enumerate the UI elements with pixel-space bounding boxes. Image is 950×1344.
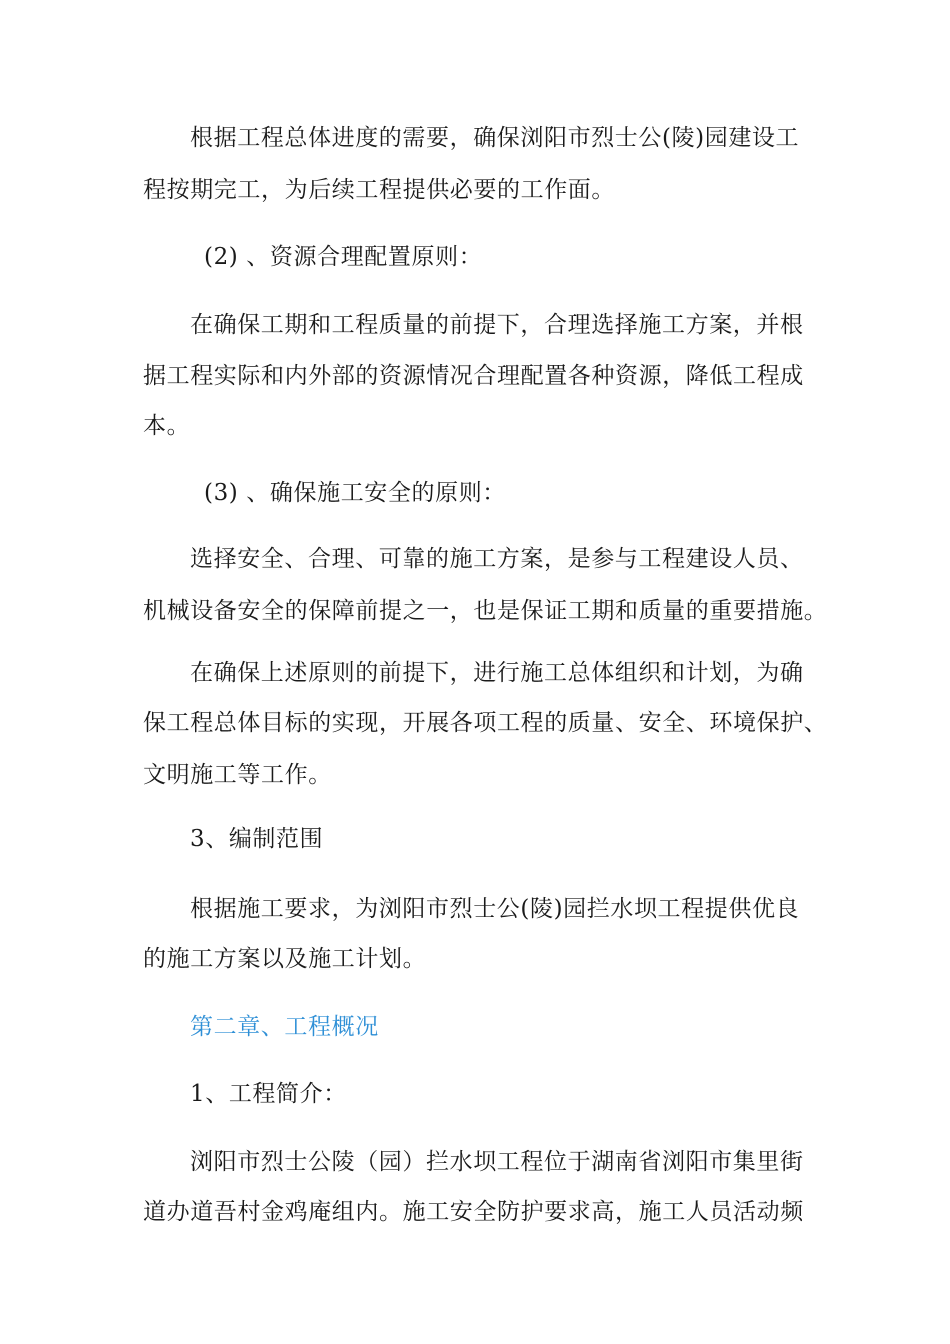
chapter-heading: 第二章、工程概况 — [190, 1014, 379, 1040]
item-resource-allocation: (2) 、资源合理配置原则： — [204, 244, 483, 270]
paragraph-scope-line-1: 根据施工要求，为浏阳市烈士公(陵)园拦水坝工程提供优良 — [190, 896, 800, 922]
paragraph-progress-line-2: 程按期完工，为后续工程提供必要的工作面。 — [143, 177, 615, 203]
paragraph-principles-line-1: 在确保上述原则的前提下，进行施工总体组织和计划，为确 — [190, 660, 804, 686]
section-introduction-heading: 1、工程简介： — [190, 1081, 347, 1107]
paragraph-safety-line-1: 选择安全、合理、可靠的施工方案，是参与工程建设人员、 — [190, 546, 804, 572]
paragraph-scope-line-2: 的施工方案以及施工计划。 — [143, 946, 427, 972]
paragraph-safety-line-2: 机械设备安全的保障前提之一，也是保证工期和质量的重要措施。 — [143, 598, 828, 624]
item-construction-safety: (3) 、确保施工安全的原则： — [204, 480, 506, 506]
paragraph-resource-line-1: 在确保工期和工程质量的前提下，合理选择施工方案，并根 — [190, 312, 804, 338]
paragraph-introduction-line-1: 浏阳市烈士公陵（园）拦水坝工程位于湖南省浏阳市集里街 — [190, 1149, 804, 1175]
paragraph-progress-line-1: 根据工程总体进度的需要，确保浏阳市烈士公(陵)园建设工 — [190, 125, 800, 151]
paragraph-introduction-line-2: 道办道吾村金鸡庵组内。施工安全防护要求高，施工人员活动频 — [143, 1199, 804, 1225]
paragraph-principles-line-2: 保工程总体目标的实现，开展各项工程的质量、安全、环境保护、 — [143, 710, 828, 736]
section-scope-heading: 3、编制范围 — [190, 826, 324, 852]
paragraph-resource-line-2: 据工程实际和内外部的资源情况合理配置各种资源，降低工程成 — [143, 363, 804, 389]
paragraph-principles-line-3: 文明施工等工作。 — [143, 762, 332, 788]
paragraph-resource-line-3: 本。 — [143, 413, 191, 439]
